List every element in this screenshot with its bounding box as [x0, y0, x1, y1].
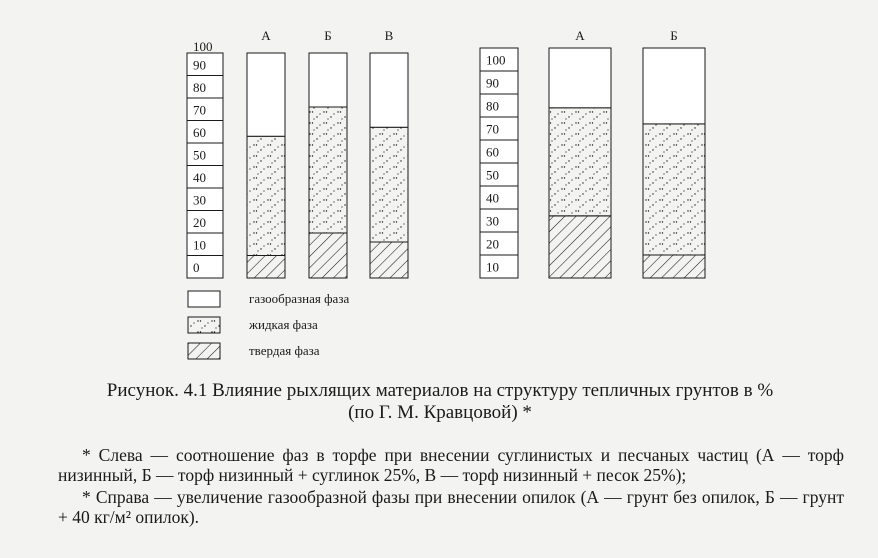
footnotes [58, 445, 844, 529]
y-tick-label: 70 [486, 121, 499, 137]
bar-segment [549, 216, 611, 278]
bar-segment [643, 48, 705, 124]
y-tick-label: 70 [193, 102, 206, 118]
bar-segment [370, 53, 408, 127]
legend-item [188, 317, 318, 333]
y-tick-label: 100 [486, 52, 506, 68]
bar-segment [549, 48, 611, 108]
y-tick-label: 50 [486, 167, 499, 183]
chart-right [480, 28, 705, 278]
footnote-right: * Справа — увеличение газообразной фазы при внесении опилок (А — грунт без опилок, Б — грунт + 40 кг/м² опилок). [58, 487, 844, 527]
chart-left [187, 28, 408, 278]
y-tick-label: 10 [193, 237, 206, 253]
legend-label: жидкая фаза [249, 317, 318, 332]
y-tick-label: 40 [193, 169, 206, 185]
y-tick-label: 90 [193, 57, 206, 73]
bar-segment [549, 108, 611, 216]
legend-swatch [188, 291, 220, 307]
caption-line-2: (по Г. М. Кравцовой) * [348, 402, 532, 423]
y-tick-label: 40 [486, 190, 499, 206]
legend-swatch [188, 343, 220, 359]
legend-label: газообразная фаза [249, 291, 350, 306]
y-tick-label: 20 [486, 236, 499, 252]
category-label: А [261, 28, 271, 43]
legend [188, 291, 349, 359]
legend-item [188, 291, 349, 307]
category-label: А [575, 28, 585, 43]
y-tick-label: 10 [486, 259, 499, 275]
category-label: В [384, 28, 394, 43]
y-tick-label: 60 [193, 124, 206, 140]
figure-caption [40, 380, 840, 424]
bar-segment [370, 242, 408, 278]
y-tick-label: 20 [193, 214, 206, 230]
y-tick-label: 80 [486, 98, 499, 114]
charts-layer [187, 28, 705, 278]
legend-label: твердая фаза [249, 343, 320, 358]
legend-swatch [188, 317, 220, 333]
bar-segment [309, 53, 347, 107]
category-label: Б [670, 28, 678, 43]
y-tick-label: 80 [193, 79, 206, 95]
caption-line-1: Рисунок. 4.1 Влияние рыхлящих материалов на структуру тепличных грунтов в % [106, 380, 774, 401]
bar-segment [370, 127, 408, 242]
y-tick-label: 100 [193, 39, 213, 54]
y-tick-label: 0 [193, 259, 200, 275]
legend-item [188, 343, 320, 359]
bar-segment [643, 124, 705, 255]
y-tick-label: 60 [486, 144, 499, 160]
bar-segment [247, 136, 285, 255]
y-tick-label: 30 [193, 192, 206, 208]
bar-segment [309, 107, 347, 233]
bar-segment [309, 233, 347, 278]
y-tick-label: 50 [193, 147, 206, 163]
bar-segment [643, 255, 705, 278]
y-tick-label: 30 [486, 213, 499, 229]
category-label: Б [324, 28, 332, 43]
bar-segment [247, 53, 285, 136]
y-tick-label: 90 [486, 75, 499, 91]
footnote-left: * Слева — соотношение фаз в торфе при внесении суглинистых и песчаных частиц (А — торф низинный, Б — торф низинный + суглинок 25%, В — торф низинный + песок 25%); [58, 445, 844, 485]
bar-segment [247, 256, 285, 279]
